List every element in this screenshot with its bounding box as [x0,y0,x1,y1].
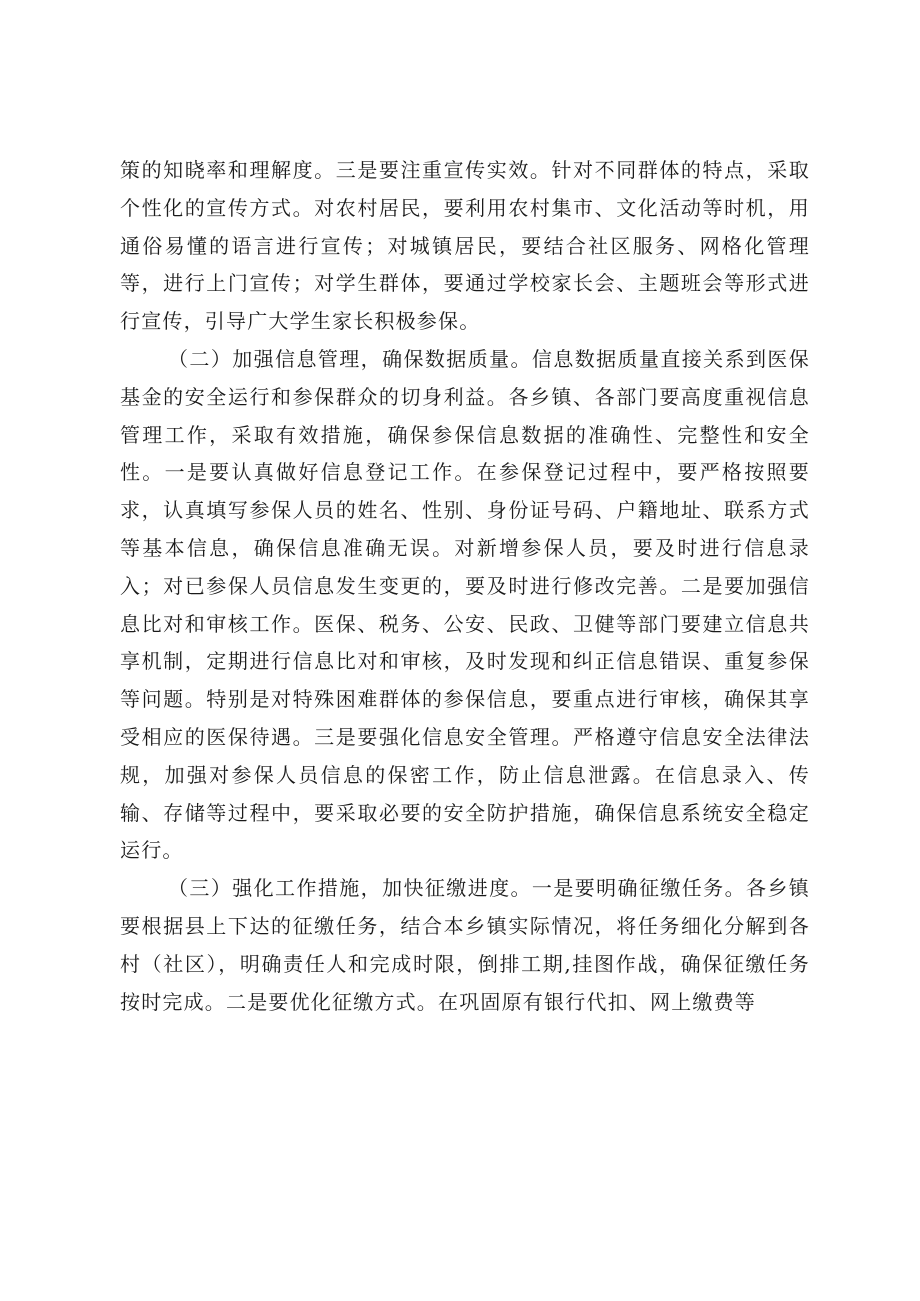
paragraph-section-2: （二）加强信息管理，确保数据质量。信息数据质量直接关系到医保基金的安全运行和参保群众的切身利益。各乡镇、各部门要高度重视信息管理工作，采取有效措施，确保参保信息数据的准确性、完整性和安全性。一是要认真做好信息登记工作。在参保登记过程中，要严格按照要求，认真填写参保人员的姓名、性别、身份证号码、户籍地址、联系方式等基本信息，确保信息准确无误。对新增参保人员，要及时进行信息录入；对已参保人员信息发生变更的，要及时进行修改完善。二是要加强信息比对和审核工作。医保、税务、公安、民政、卫健等部门要建立信息共享机制，定期进行信息比对和审核，及时发现和纠正信息错误、重复参保等问题。特别是对特殊困难群体的参保信息，要重点进行审核，确保其享受相应的医保待遇。三是要强化信息安全管理。严格遵守信息安全法律法规，加强对参保人员信息的保密工作，防止信息泄露。在信息录入、传输、存储等过程中，要采取必要的安全防护措施，确保信息系统安全稳定运行。 [120,346,810,863]
paragraph-continuation: 策的知晓率和理解度。三是要注重宣传实效。针对不同群体的特点，采取个性化的宣传方式。对农村居民，要利用农村集市、文化活动等时机，用通俗易懂的语言进行宣传；对城镇居民，要结合社区服务、网格化管理等，进行上门宣传；对学生群体，要通过学校家长会、主题班会等形式进行宣传，引导广大学生家长积极参保。 [120,158,810,334]
document-body [120,152,810,1021]
paragraph-section-3: （三）强化工作措施，加快征缴进度。一是要明确征缴任务。各乡镇要根据县上下达的征缴任务，结合本乡镇实际情况，将任务细化分解到各村（社区），明确责任人和完成时限，倒排工期,挂图作战，确保征缴任务按时完成。二是要优化征缴方式。在巩固原有银行代扣、网上缴费等 [120,876,810,1014]
